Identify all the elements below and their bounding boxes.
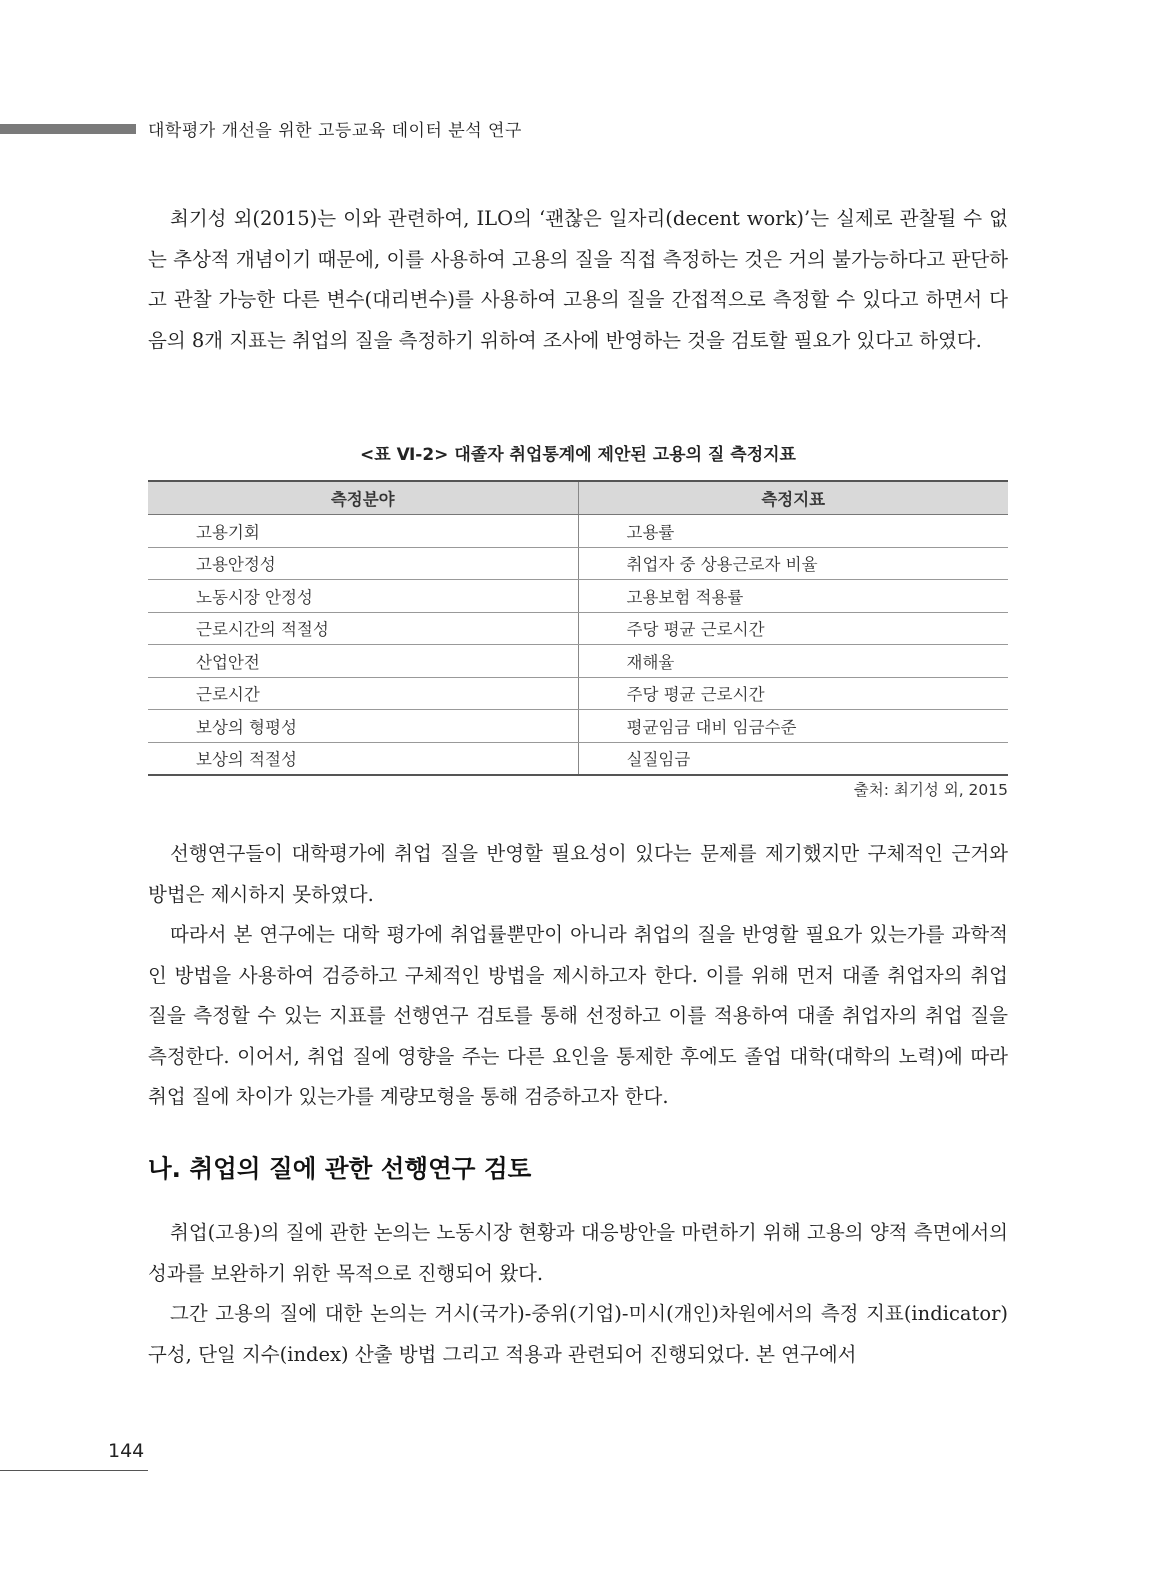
footer-rule: [0, 1470, 148, 1471]
page-number: 144: [108, 1440, 145, 1462]
measure-table: [148, 480, 1008, 776]
paragraph-study-purpose: 따라서 본 연구에는 대학 평가에 취업률뿐만이 아니라 취업의 질을 반영할 필요가 있는가를 과학적인 방법을 사용하여 검증하고 구체적인 방법을 제시하고자 한다. 이를 위해 먼저 대졸 취업자의 취업 질을 측정할 수 있는 지표를 선행연구 검토를 통해 선정하고 이를 적용하여 대졸 취업자의 취업 질을 측정한다. 이어서, 취업 질에 영향을 주는 다른 요인을 통제한 후에도 졸업 대학(대학의 노력)에 따라 취업 질에 차이가 있는가를 계량모형을 통해 검증하고자 한다.: [148, 923, 1008, 1108]
table-row: [148, 547, 1008, 580]
table-cell-field: 고용안정성: [148, 547, 578, 580]
table-cell-field: 산업안전: [148, 645, 578, 678]
section-heading: 나. 취업의 질에 관한 선행연구 검토: [148, 1154, 532, 1183]
running-head: 대학평가 개선을 위한 고등교육 데이터 분석 연구: [148, 121, 522, 141]
table-cell-indicator: 실질임금: [578, 742, 1008, 775]
table-cell-indicator: 취업자 중 상용근로자 비율: [578, 547, 1008, 580]
table-row: [148, 710, 1008, 743]
table-cell-field: 근로시간: [148, 677, 578, 710]
table-header-row: [148, 481, 1008, 515]
column-header-indicator: 측정지표: [578, 481, 1008, 515]
table-row: [148, 515, 1008, 548]
table-cell-indicator: 고용보험 적용률: [578, 580, 1008, 613]
table-cell-field: 보상의 형평성: [148, 710, 578, 743]
table-row: [148, 645, 1008, 678]
table-row: [148, 612, 1008, 645]
table-source: 출처: 최기성 외, 2015: [853, 781, 1008, 799]
table-row: [148, 580, 1008, 613]
table-cell-indicator: 주당 평균 근로시간: [578, 612, 1008, 645]
table-cell-indicator: 평균임금 대비 임금수준: [578, 710, 1008, 743]
table-title: <표 Ⅵ-2> 대졸자 취업통계에 제안된 고용의 질 측정지표: [360, 445, 796, 465]
table-cell-indicator: 재해율: [578, 645, 1008, 678]
paragraph-employment-quality: 취업(고용)의 질에 관한 논의는 노동시장 현황과 대응방안을 마련하기 위해 고용의 양적 측면에서의 성과를 보완하기 위한 목적으로 진행되어 왔다.: [148, 1221, 1008, 1285]
table-cell-field: 근로시간의 적절성: [148, 612, 578, 645]
column-header-field: 측정분야: [148, 481, 578, 515]
table-cell-indicator: 주당 평균 근로시간: [578, 677, 1008, 710]
table-cell-field: 보상의 적절성: [148, 742, 578, 775]
header-bar: [0, 124, 136, 134]
paragraph-intro: 최기성 외(2015)는 이와 관련하여, ILO의 ‘괜찮은 일자리(decent work)’는 실제로 관찰될 수 없는 추상적 개념이기 때문에, 이를 사용하여 고용의 질을 직접 측정하는 것은 거의 불가능하다고 판단하고 관찰 가능한 다른 변수(대리변수)를 사용하여 고용의 질을 간접적으로 측정할 수 있다고 하면서 다음의 8개 지표는 취업의 질을 측정하기 위하여 조사에 반영하는 것을 검토할 필요가 있다고 하였다.: [148, 207, 1008, 352]
paragraph-discussion: 그간 고용의 질에 대한 논의는 거시(국가)-중위(기업)-미시(개인)차원에서의 측정 지표(indicator) 구성, 단일 지수(index) 산출 방법 그리고 적용과 관련되어 진행되었다. 본 연구에서: [148, 1302, 1008, 1366]
table-row: [148, 742, 1008, 775]
table-cell-field: 노동시장 안정성: [148, 580, 578, 613]
table-cell-indicator: 고용률: [578, 515, 1008, 548]
table-cell-field: 고용기회: [148, 515, 578, 548]
paragraph-prior-research: 선행연구들이 대학평가에 취업 질을 반영할 필요성이 있다는 문제를 제기했지만 구체적인 근거와 방법은 제시하지 못하였다.: [148, 842, 1008, 906]
table-row: [148, 677, 1008, 710]
